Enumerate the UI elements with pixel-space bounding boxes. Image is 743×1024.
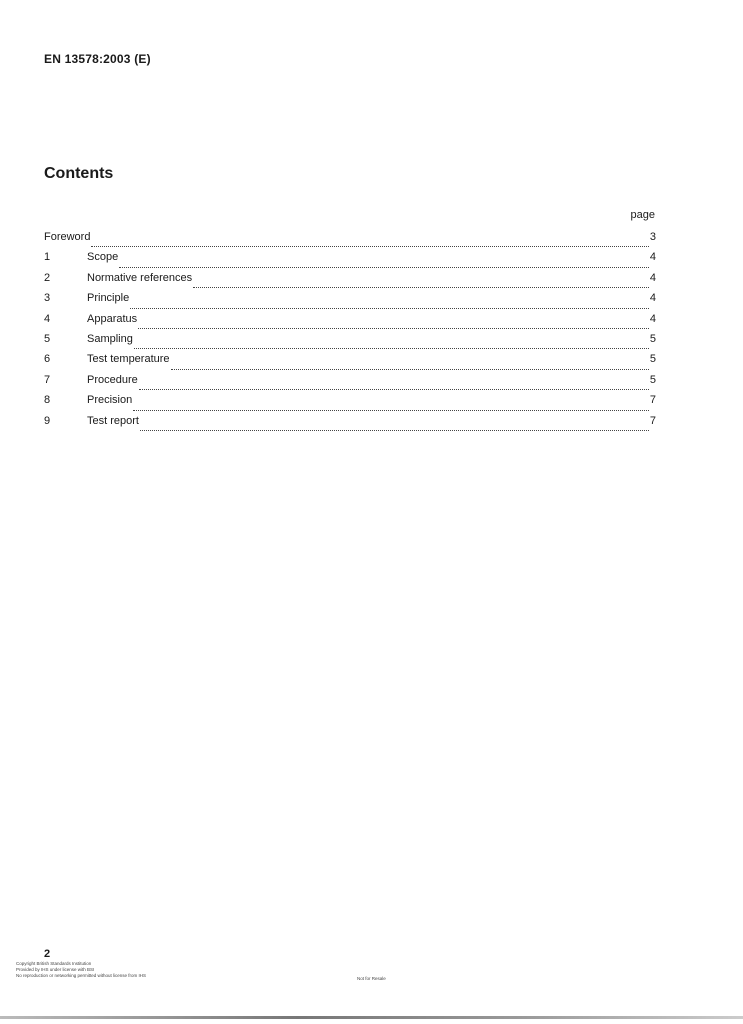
toc-entry-principle[interactable] — [44, 291, 656, 311]
toc-entry-label: Apparatus — [87, 312, 138, 325]
toc-leader — [193, 278, 649, 288]
toc-entry-sampling[interactable] — [44, 332, 656, 352]
toc-entry-page: 7 — [649, 394, 656, 407]
toc-leader — [119, 258, 649, 268]
toc-entry-label: Procedure — [87, 373, 138, 386]
toc-leader — [91, 237, 648, 247]
table-of-contents — [44, 230, 656, 434]
toc-entry-number: 4 — [44, 312, 51, 325]
license-line: Provided by IHS under license with BSI — [16, 967, 95, 972]
contents-title: Contents — [44, 165, 114, 182]
toc-entry-label: Test temperature — [87, 353, 170, 366]
toc-entry-page: 5 — [649, 373, 656, 386]
toc-entry-precision[interactable] — [44, 393, 656, 413]
document-header: EN 13578:2003 (E) — [44, 52, 151, 66]
toc-entry-normative-references[interactable] — [44, 271, 656, 291]
toc-leader — [130, 299, 649, 309]
toc-entry-label: Principle — [87, 292, 130, 305]
toc-leader — [140, 421, 649, 431]
toc-entry-page: 5 — [649, 332, 656, 345]
toc-entry-page: 4 — [649, 292, 656, 305]
toc-entry-label: Scope — [87, 251, 119, 264]
toc-entry-procedure[interactable] — [44, 373, 656, 393]
toc-entry-page: 4 — [649, 251, 656, 264]
toc-leader — [171, 360, 649, 370]
toc-entry-scope[interactable] — [44, 250, 656, 270]
resale-notice: Not for Resale — [357, 976, 386, 981]
toc-entry-foreword[interactable] — [44, 230, 656, 250]
toc-entry-label: Precision — [87, 394, 133, 407]
toc-entry-label: Normative references — [87, 271, 193, 284]
toc-entry-number: 7 — [44, 373, 51, 386]
toc-entry-apparatus[interactable] — [44, 312, 656, 332]
toc-entry-number: 5 — [44, 332, 51, 345]
toc-entry-label: Test report — [87, 414, 139, 427]
toc-entry-page: 7 — [649, 414, 656, 427]
toc-leader — [134, 339, 649, 349]
page-number: 2 — [44, 948, 51, 960]
toc-leader — [133, 401, 649, 411]
toc-entry-test-report[interactable] — [44, 414, 656, 434]
toc-entry-number: 8 — [44, 394, 51, 407]
toc-entry-number: 1 — [44, 251, 51, 264]
toc-entry-label: Sampling — [87, 332, 133, 345]
copyright-notice — [16, 961, 146, 979]
toc-entry-number: 3 — [44, 292, 51, 305]
toc-entry-number: 2 — [44, 271, 51, 284]
reproduction-line: No reproduction or networking permitted without license from IHS — [16, 973, 147, 978]
toc-entry-page: 4 — [649, 271, 656, 284]
toc-leader — [139, 380, 649, 390]
toc-entry-number: 9 — [44, 414, 51, 427]
toc-leader — [138, 319, 649, 329]
scan-edge-line — [0, 1016, 743, 1019]
toc-entry-page: 4 — [649, 312, 656, 325]
toc-entry-test-temperature[interactable] — [44, 352, 656, 372]
toc-entry-page: 5 — [649, 353, 656, 366]
toc-entry-label: Foreword — [44, 231, 91, 243]
page-column-label: page — [630, 209, 655, 221]
toc-entry-number: 6 — [44, 353, 51, 366]
toc-entry-page: 3 — [649, 231, 656, 243]
copyright-line: Copyright British Standards Institution — [16, 961, 92, 966]
